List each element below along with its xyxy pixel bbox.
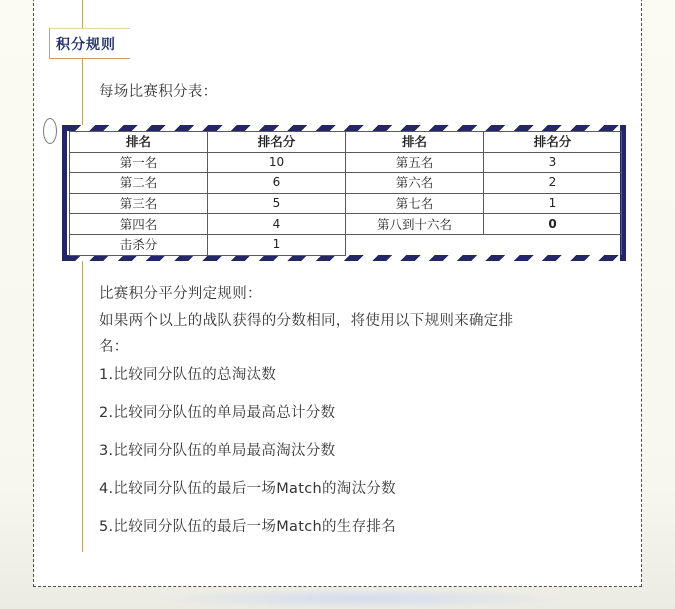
points-cell: 2 (484, 173, 622, 194)
points-cell: 1 (208, 234, 346, 255)
empty-cell (346, 234, 622, 255)
rule-item-3: 3.比较同分队伍的单局最高淘汰分数 (99, 443, 336, 459)
points-cell: 10 (208, 152, 346, 173)
table-row (70, 214, 622, 235)
points-cell: 4 (208, 214, 346, 235)
rank-cell: 击杀分 (70, 234, 208, 255)
rank-cell: 第一名 (70, 152, 208, 173)
section-title: 积分规则 (56, 37, 116, 53)
score-table (69, 131, 622, 256)
table-intro-text: 每场比赛积分表： (99, 84, 218, 100)
points-cell: 6 (208, 173, 346, 194)
table-header-row (70, 132, 622, 153)
rank-cell: 第七名 (346, 193, 484, 214)
points-cell: 5 (208, 193, 346, 214)
rule-item-1: 1.比较同分队伍的总淘汰数 (99, 367, 277, 383)
rule-item-2: 2.比较同分队伍的单局最高总计分数 (99, 405, 336, 421)
rule-item-5: 5.比较同分队伍的最后一场Match的生存排名 (99, 519, 396, 535)
rank-cell: 第四名 (70, 214, 208, 235)
table-row (70, 234, 622, 255)
rules-description-line-1: 如果两个以上的战队获得的分数相同，将使用以下规则来确定排 (99, 313, 514, 329)
points-cell: 0 (484, 214, 622, 235)
rules-description-line-2: 名： (99, 339, 129, 355)
rank-cell: 第二名 (70, 173, 208, 194)
header-rank-points: 排名分 (484, 132, 622, 153)
rank-cell: 第六名 (346, 173, 484, 194)
header-rank-points: 排名分 (208, 132, 346, 153)
rule-item-4: 4.比较同分队伍的最后一场Match的淘汰分数 (99, 481, 396, 497)
rank-cell: 第三名 (70, 193, 208, 214)
rank-cell: 第八到十六名 (346, 214, 484, 235)
points-cell: 3 (484, 152, 622, 173)
table-frame-stripe-bottom (67, 255, 620, 261)
table-row (70, 193, 622, 214)
accent-vertical-line (82, 0, 83, 552)
table-row (70, 173, 622, 194)
points-cell: 1 (484, 193, 622, 214)
header-rank: 排名 (346, 132, 484, 153)
table-row (70, 152, 622, 173)
bottom-glow (150, 588, 570, 609)
rank-cell: 第五名 (346, 152, 484, 173)
header-rank: 排名 (70, 132, 208, 153)
rules-heading: 比赛积分平分判定规则： (99, 286, 262, 302)
decorative-bracket-icon (43, 118, 57, 144)
